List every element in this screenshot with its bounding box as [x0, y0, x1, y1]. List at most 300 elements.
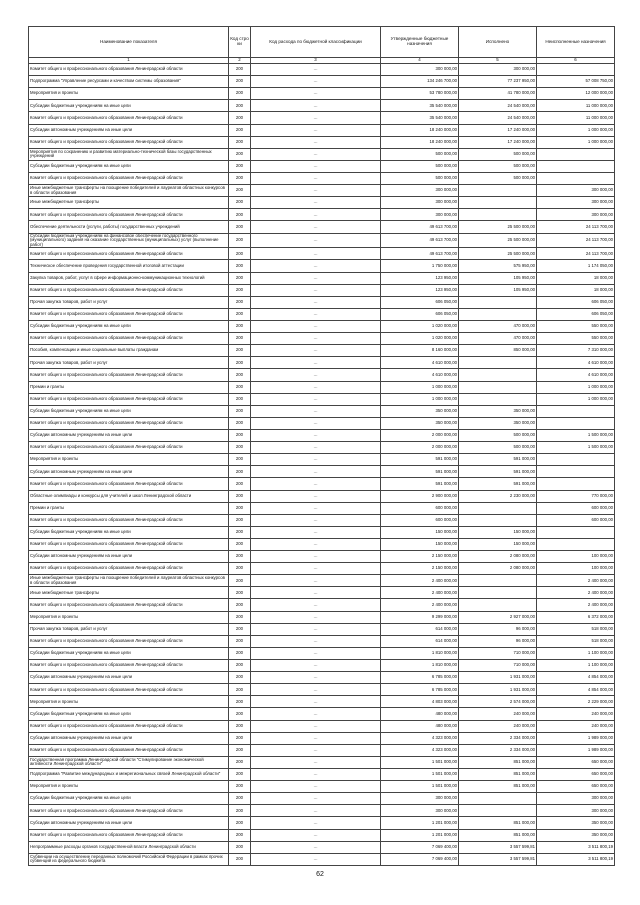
- row-budget-code: …: [251, 684, 381, 696]
- row-executed: [459, 381, 537, 393]
- row-line-code: 200: [229, 112, 251, 124]
- column-number: 1: [29, 58, 229, 64]
- row-executed: 96 000,00: [459, 623, 537, 635]
- table-row: [29, 466, 615, 478]
- table-row: [29, 148, 615, 160]
- row-approved: 7 069 400,00: [381, 841, 459, 853]
- table-row: [29, 442, 615, 454]
- row-budget-code: …: [251, 429, 381, 441]
- row-name: Областные олимпиады и конкурсы для учителей и школ Ленинградской области: [29, 490, 229, 502]
- row-unexecuted: 350 000,00: [537, 817, 615, 829]
- table-row: [29, 248, 615, 260]
- row-name: Комитет общего и профессионального образования Ленинградской области: [29, 112, 229, 124]
- row-line-code: 200: [229, 478, 251, 490]
- row-name: Субсидии автономным учреждениям на иные цели: [29, 672, 229, 684]
- row-unexecuted: [537, 64, 615, 76]
- table-row: [29, 381, 615, 393]
- row-budget-code: …: [251, 841, 381, 853]
- row-unexecuted: 300 000,00: [537, 805, 615, 817]
- table-row: [29, 696, 615, 708]
- column-number: 2: [229, 58, 251, 64]
- row-name: Комитет общего и профессионального образования Ленинградской области: [29, 514, 229, 526]
- row-name: Комитет общего и профессионального образования Ленинградской области: [29, 136, 229, 148]
- row-executed: 150 000,00: [459, 538, 537, 550]
- budget-execution-table: [28, 26, 615, 866]
- row-approved: 9 299 000,00: [381, 611, 459, 623]
- row-unexecuted: 240 000,00: [537, 720, 615, 732]
- row-unexecuted: 1 100 000,00: [537, 660, 615, 672]
- row-executed: 24 540 000,00: [459, 100, 537, 112]
- row-name: Комитет общего и профессионального образования Ленинградской области: [29, 635, 229, 647]
- header-unexecuted: Неисполненные назначения: [537, 27, 615, 58]
- row-name: Иные межбюджетные трансферты: [29, 587, 229, 599]
- row-name: Премии и гранты: [29, 502, 229, 514]
- row-executed: 96 000,00: [459, 635, 537, 647]
- table-row: [29, 647, 615, 659]
- row-unexecuted: 100 000,00: [537, 563, 615, 575]
- row-approved: 4 610 000,00: [381, 357, 459, 369]
- row-budget-code: …: [251, 575, 381, 587]
- table-row: [29, 296, 615, 308]
- budget-report-sheet: [28, 26, 614, 866]
- row-budget-code: …: [251, 160, 381, 172]
- row-line-code: 200: [229, 320, 251, 332]
- row-approved: 591 000,00: [381, 454, 459, 466]
- row-name: Комитет общего и профессионального образования Ленинградской области: [29, 442, 229, 454]
- row-approved: 300 000,00: [381, 209, 459, 221]
- row-name: Субсидии бюджетным учреждениям на иные цели: [29, 793, 229, 805]
- row-line-code: 200: [229, 853, 251, 865]
- row-unexecuted: 2 400 000,00: [537, 599, 615, 611]
- row-approved: 614 000,00: [381, 635, 459, 647]
- row-approved: 49 613 700,00: [381, 248, 459, 260]
- table-body: [29, 64, 615, 866]
- row-approved: 1 000 000,00: [381, 381, 459, 393]
- row-approved: 591 000,00: [381, 478, 459, 490]
- row-line-code: 200: [229, 405, 251, 417]
- row-budget-code: …: [251, 333, 381, 345]
- row-line-code: 200: [229, 696, 251, 708]
- table-row: [29, 88, 615, 100]
- row-unexecuted: 24 113 700,00: [537, 233, 615, 248]
- table-row: [29, 417, 615, 429]
- row-unexecuted: 4 854 000,00: [537, 684, 615, 696]
- row-approved: 1 501 000,00: [381, 756, 459, 768]
- row-budget-code: …: [251, 635, 381, 647]
- row-budget-code: …: [251, 660, 381, 672]
- row-line-code: 200: [229, 623, 251, 635]
- row-budget-code: …: [251, 221, 381, 233]
- row-line-code: 200: [229, 345, 251, 357]
- row-name: Прочая закупка товаров, работ и услуг: [29, 623, 229, 635]
- row-name: Субсидии бюджетным учреждениям на иные цели: [29, 320, 229, 332]
- row-name: Подпрограмма "Развитие международных и межрегиональных связей Ленинградской области": [29, 769, 229, 781]
- row-executed: [459, 502, 537, 514]
- row-unexecuted: 550 000,00: [537, 333, 615, 345]
- row-executed: 500 000,00: [459, 442, 537, 454]
- row-budget-code: …: [251, 172, 381, 184]
- row-name: Субсидии бюджетным учреждениям на иные цели: [29, 708, 229, 720]
- row-approved: 4 323 000,00: [381, 732, 459, 744]
- table-row: [29, 635, 615, 647]
- row-name: Мероприятия и проекты: [29, 781, 229, 793]
- row-line-code: 200: [229, 526, 251, 538]
- row-unexecuted: 1 989 000,00: [537, 732, 615, 744]
- row-approved: 500 000,00: [381, 160, 459, 172]
- row-name: Субсидии автономным учреждениям на иные цели: [29, 817, 229, 829]
- row-approved: 2 150 000,00: [381, 563, 459, 575]
- row-name: Мероприятия и проекты: [29, 88, 229, 100]
- row-budget-code: …: [251, 647, 381, 659]
- row-executed: 240 000,00: [459, 720, 537, 732]
- row-unexecuted: 650 000,00: [537, 781, 615, 793]
- row-budget-code: …: [251, 478, 381, 490]
- row-name: Закупка товаров, работ, услуг в сфере информационно-коммуникационных технологий: [29, 272, 229, 284]
- row-line-code: 200: [229, 296, 251, 308]
- row-name: Мероприятия и проекты: [29, 611, 229, 623]
- row-approved: 2 400 000,00: [381, 575, 459, 587]
- row-unexecuted: 6 372 000,00: [537, 611, 615, 623]
- table-row: [29, 672, 615, 684]
- row-approved: 606 050,00: [381, 308, 459, 320]
- row-budget-code: …: [251, 136, 381, 148]
- table-row: [29, 172, 615, 184]
- row-executed: 2 927 000,00: [459, 611, 537, 623]
- row-approved: 1 000 000,00: [381, 393, 459, 405]
- row-name: Иные межбюджетные трансферты на поощрение победителей и лауреатов областных конкурсов в области образования: [29, 575, 229, 587]
- table-row: [29, 454, 615, 466]
- table-row: [29, 587, 615, 599]
- row-name: Субсидии автономным учреждениям на иные цели: [29, 466, 229, 478]
- row-line-code: 200: [229, 587, 251, 599]
- table-row: [29, 623, 615, 635]
- table-row: [29, 405, 615, 417]
- row-line-code: 200: [229, 369, 251, 381]
- row-executed: 350 000,00: [459, 405, 537, 417]
- row-executed: 500 000,00: [459, 160, 537, 172]
- row-approved: 480 000,00: [381, 720, 459, 732]
- row-line-code: 200: [229, 805, 251, 817]
- row-unexecuted: 1 100 000,00: [537, 647, 615, 659]
- row-executed: 591 000,00: [459, 466, 537, 478]
- row-approved: 1 501 000,00: [381, 781, 459, 793]
- row-name: Комитет общего и профессионального образования Ленинградской области: [29, 333, 229, 345]
- row-name: Комитет общего и профессионального образования Ленинградской области: [29, 684, 229, 696]
- row-executed: 2 080 000,00: [459, 551, 537, 563]
- table-row: [29, 260, 615, 272]
- row-executed: 851 000,00: [459, 829, 537, 841]
- row-executed: [459, 209, 537, 221]
- row-executed: 24 540 000,00: [459, 112, 537, 124]
- row-executed: 17 240 000,00: [459, 136, 537, 148]
- row-budget-code: …: [251, 296, 381, 308]
- row-line-code: 200: [229, 124, 251, 136]
- row-line-code: 200: [229, 393, 251, 405]
- row-budget-code: …: [251, 502, 381, 514]
- row-unexecuted: 1 989 000,00: [537, 744, 615, 756]
- row-budget-code: …: [251, 526, 381, 538]
- row-budget-code: …: [251, 148, 381, 160]
- row-unexecuted: 2 400 000,00: [537, 587, 615, 599]
- row-executed: 575 950,00: [459, 260, 537, 272]
- row-budget-code: …: [251, 732, 381, 744]
- row-line-code: 200: [229, 660, 251, 672]
- table-row: [29, 575, 615, 587]
- row-approved: 500 000,00: [381, 172, 459, 184]
- table-row: [29, 817, 615, 829]
- table-row: [29, 769, 615, 781]
- row-name: Субсидии бюджетным учреждениям на иные цели: [29, 160, 229, 172]
- row-line-code: 200: [229, 829, 251, 841]
- row-unexecuted: 606 050,00: [537, 296, 615, 308]
- row-executed: 2 574 000,00: [459, 696, 537, 708]
- row-unexecuted: 518 000,00: [537, 623, 615, 635]
- row-budget-code: …: [251, 793, 381, 805]
- row-unexecuted: 11 000 000,00: [537, 112, 615, 124]
- table-row: [29, 538, 615, 550]
- row-unexecuted: 1 500 000,00: [537, 429, 615, 441]
- row-unexecuted: 12 000 000,00: [537, 88, 615, 100]
- row-line-code: 200: [229, 490, 251, 502]
- row-name: Субсидии автономным учреждениям на иные цели: [29, 551, 229, 563]
- row-name: Мероприятия и проекты: [29, 696, 229, 708]
- row-budget-code: …: [251, 64, 381, 76]
- row-approved: 6 785 000,00: [381, 672, 459, 684]
- row-budget-code: …: [251, 514, 381, 526]
- row-budget-code: …: [251, 357, 381, 369]
- row-name: Субсидии автономным учреждениям на иные цели: [29, 124, 229, 136]
- row-budget-code: …: [251, 417, 381, 429]
- column-number: 5: [459, 58, 537, 64]
- row-unexecuted: 24 113 700,00: [537, 248, 615, 260]
- row-executed: 150 000,00: [459, 526, 537, 538]
- row-executed: 470 000,00: [459, 333, 537, 345]
- row-budget-code: …: [251, 112, 381, 124]
- row-line-code: 200: [229, 551, 251, 563]
- row-approved: 300 000,00: [381, 185, 459, 197]
- row-approved: 2 150 000,00: [381, 551, 459, 563]
- table-row: [29, 333, 615, 345]
- row-unexecuted: 18 000,00: [537, 284, 615, 296]
- row-executed: 710 000,00: [459, 647, 537, 659]
- table-row: [29, 233, 615, 248]
- row-approved: 123 950,00: [381, 284, 459, 296]
- row-budget-code: …: [251, 708, 381, 720]
- row-executed: [459, 357, 537, 369]
- row-approved: 300 000,00: [381, 64, 459, 76]
- row-unexecuted: 4 610 000,00: [537, 357, 615, 369]
- row-budget-code: …: [251, 100, 381, 112]
- row-line-code: 200: [229, 514, 251, 526]
- row-line-code: 200: [229, 635, 251, 647]
- row-approved: 18 240 000,00: [381, 124, 459, 136]
- row-budget-code: …: [251, 381, 381, 393]
- row-name: Субсидии автономным учреждениям на иные цели: [29, 429, 229, 441]
- table-row: [29, 221, 615, 233]
- row-unexecuted: [537, 160, 615, 172]
- table-row: [29, 514, 615, 526]
- row-approved: 49 613 700,00: [381, 233, 459, 248]
- row-budget-code: …: [251, 599, 381, 611]
- row-budget-code: …: [251, 88, 381, 100]
- table-row: [29, 660, 615, 672]
- row-line-code: 200: [229, 563, 251, 575]
- row-budget-code: …: [251, 551, 381, 563]
- table-header-row: [29, 27, 615, 58]
- row-approved: 4 323 000,00: [381, 744, 459, 756]
- table-row: [29, 611, 615, 623]
- row-budget-code: …: [251, 405, 381, 417]
- row-approved: 35 540 000,00: [381, 112, 459, 124]
- row-unexecuted: 350 000,00: [537, 829, 615, 841]
- row-executed: 500 000,00: [459, 148, 537, 160]
- row-line-code: 200: [229, 575, 251, 587]
- row-approved: 1 201 000,00: [381, 829, 459, 841]
- row-line-code: 200: [229, 538, 251, 550]
- row-approved: 1 201 000,00: [381, 817, 459, 829]
- row-approved: 150 000,00: [381, 538, 459, 550]
- table-row: [29, 793, 615, 805]
- table-row: [29, 599, 615, 611]
- header-approved: Утвержденные бюджетные назначения: [381, 27, 459, 58]
- row-unexecuted: 300 000,00: [537, 209, 615, 221]
- row-budget-code: …: [251, 260, 381, 272]
- row-line-code: 200: [229, 744, 251, 756]
- row-line-code: 200: [229, 502, 251, 514]
- row-line-code: 200: [229, 708, 251, 720]
- row-name: Комитет общего и профессионального образования Ленинградской области: [29, 805, 229, 817]
- table-row: [29, 308, 615, 320]
- table-row: [29, 124, 615, 136]
- row-name: Субсидии бюджетным учреждениям на иные цели: [29, 647, 229, 659]
- row-approved: 591 000,00: [381, 466, 459, 478]
- row-unexecuted: 100 000,00: [537, 551, 615, 563]
- row-unexecuted: 550 000,00: [537, 320, 615, 332]
- row-line-code: 200: [229, 88, 251, 100]
- row-name: Премии и гранты: [29, 381, 229, 393]
- row-name: Обеспечение деятельности (услуги, работы) государственных учреждений: [29, 221, 229, 233]
- row-approved: 300 000,00: [381, 805, 459, 817]
- row-executed: [459, 393, 537, 405]
- row-line-code: 200: [229, 148, 251, 160]
- row-line-code: 200: [229, 64, 251, 76]
- row-name: Субсидии автономным учреждениям на иные цели: [29, 732, 229, 744]
- row-executed: 105 950,00: [459, 284, 537, 296]
- row-budget-code: …: [251, 345, 381, 357]
- table-row: [29, 393, 615, 405]
- row-approved: 1 750 000,00: [381, 260, 459, 272]
- row-line-code: 200: [229, 781, 251, 793]
- row-approved: 134 246 700,00: [381, 76, 459, 88]
- row-approved: 53 780 000,00: [381, 88, 459, 100]
- table-row: [29, 781, 615, 793]
- row-approved: 2 900 000,00: [381, 490, 459, 502]
- row-budget-code: …: [251, 817, 381, 829]
- table-row: [29, 502, 615, 514]
- row-executed: [459, 587, 537, 599]
- row-unexecuted: 18 000,00: [537, 272, 615, 284]
- row-name: Комитет общего и профессионального образования Ленинградской области: [29, 829, 229, 841]
- table-row: [29, 320, 615, 332]
- table-row: [29, 708, 615, 720]
- row-line-code: 200: [229, 233, 251, 248]
- row-unexecuted: 650 000,00: [537, 756, 615, 768]
- row-unexecuted: 240 000,00: [537, 708, 615, 720]
- column-number: 4: [381, 58, 459, 64]
- row-name: Комитет общего и профессионального образования Ленинградской области: [29, 172, 229, 184]
- row-name: Мероприятия и проекты: [29, 454, 229, 466]
- row-executed: 851 000,00: [459, 769, 537, 781]
- row-budget-code: …: [251, 209, 381, 221]
- row-budget-code: …: [251, 781, 381, 793]
- row-line-code: 200: [229, 136, 251, 148]
- row-name: Комитет общего и профессионального образования Ленинградской области: [29, 599, 229, 611]
- row-executed: 2 334 000,00: [459, 744, 537, 756]
- row-executed: [459, 197, 537, 209]
- row-unexecuted: [537, 466, 615, 478]
- row-line-code: 200: [229, 647, 251, 659]
- row-executed: 591 000,00: [459, 478, 537, 490]
- table-row: [29, 136, 615, 148]
- row-budget-code: …: [251, 248, 381, 260]
- row-approved: 1 020 000,00: [381, 333, 459, 345]
- row-name: Комитет общего и профессионального образования Ленинградской области: [29, 284, 229, 296]
- row-line-code: 200: [229, 333, 251, 345]
- row-unexecuted: 1 174 050,00: [537, 260, 615, 272]
- row-unexecuted: [537, 478, 615, 490]
- row-name: Комитет общего и профессионального образования Ленинградской области: [29, 538, 229, 550]
- row-approved: 350 000,00: [381, 417, 459, 429]
- row-budget-code: …: [251, 76, 381, 88]
- row-unexecuted: 1 000 000,00: [537, 136, 615, 148]
- row-line-code: 200: [229, 381, 251, 393]
- row-unexecuted: [537, 538, 615, 550]
- row-name: Субсидии бюджетным учреждениям на иные цели: [29, 526, 229, 538]
- row-budget-code: …: [251, 805, 381, 817]
- table-row: [29, 490, 615, 502]
- row-unexecuted: 600 000,00: [537, 514, 615, 526]
- row-budget-code: …: [251, 587, 381, 599]
- page-number: 62: [316, 871, 324, 878]
- row-unexecuted: 2 400 000,00: [537, 575, 615, 587]
- row-line-code: 200: [229, 429, 251, 441]
- row-line-code: 200: [229, 599, 251, 611]
- table-row: [29, 209, 615, 221]
- row-name: Комитет общего и профессионального образования Ленинградской области: [29, 660, 229, 672]
- row-executed: [459, 599, 537, 611]
- row-executed: 25 500 000,00: [459, 233, 537, 248]
- row-budget-code: …: [251, 308, 381, 320]
- row-line-code: 200: [229, 185, 251, 197]
- row-executed: 2 334 000,00: [459, 732, 537, 744]
- row-budget-code: …: [251, 197, 381, 209]
- row-executed: 470 000,00: [459, 320, 537, 332]
- row-unexecuted: 3 511 800,19: [537, 853, 615, 865]
- row-budget-code: …: [251, 185, 381, 197]
- row-unexecuted: 11 000 000,00: [537, 100, 615, 112]
- row-unexecuted: 4 854 000,00: [537, 672, 615, 684]
- row-budget-code: …: [251, 369, 381, 381]
- column-number: 3: [251, 58, 381, 64]
- row-budget-code: …: [251, 769, 381, 781]
- table-row: [29, 744, 615, 756]
- row-line-code: 200: [229, 672, 251, 684]
- row-budget-code: …: [251, 393, 381, 405]
- table-row: [29, 551, 615, 563]
- row-executed: 2 230 000,00: [459, 490, 537, 502]
- row-executed: 2 080 000,00: [459, 563, 537, 575]
- row-approved: 2 000 000,00: [381, 429, 459, 441]
